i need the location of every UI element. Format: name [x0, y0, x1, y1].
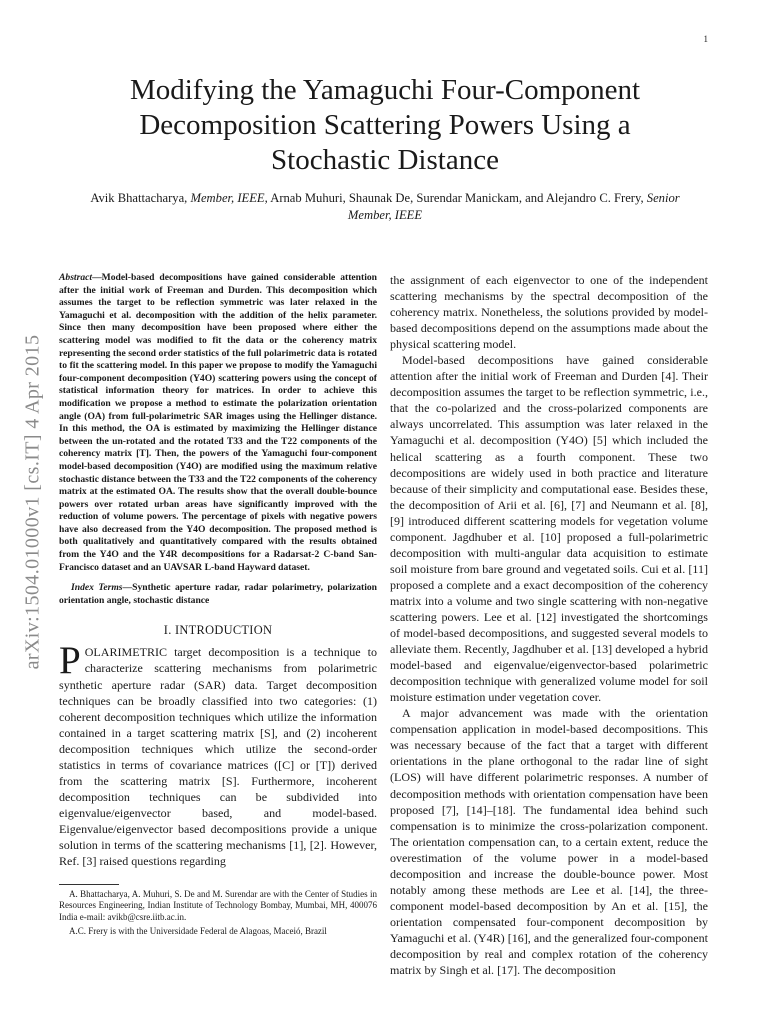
intro-first-word: OLARIMETRIC: [84, 645, 168, 660]
page-number: 1: [703, 34, 708, 44]
footnote-divider: [59, 884, 119, 885]
left-column: [59, 272, 377, 940]
author-role-1: Member, IEEE,: [190, 191, 268, 205]
abstract-text: —Model-based decompositions have gained considerable attention after the initial work of Freeman and Durden. This decomposition which assumes the target to be reflection symmetric was later relaxed in the Yamaguchi et al. decomposition with the addition of the helix parameter. Since then many decomposition have been proposed where either the scattering model was modified to fit the data or the coherency matrix representing the second order statistics of the full polarimetric data is rotated to fit the scattering model. In this paper we propose to modify the Yamaguchi four-component decomposition (Y4O) scattering powers using the concept of statistical information theory for matrices. In order to achieve this modification we propose a method to estimate the polarization orientation angle (OA) from full-polarimetric SAR images using the Hellinger distance. In this method, the OA is estimated by maximizing the Hellinger distance between the un-rotated and the rotated T33 and the T22 components of the coherency matrix [T]. Then, the powers of the Yamaguchi four-component model-based decomposition (Y4O) are modified using the maximum relative stochastic distance between the T33 and the T22 components of the coherency matrix at the estimated OA. The results show that the overall double-bounce powers over rotated urban areas have significantly improved with the reduction of volume powers. The percentage of pixels with negative powers have also decreased from the Y4O decomposition. The proposed method is both qualitatively and quantitatively compared with the results obtained from the Y4O and the Y4R decompositions for a Radarsat-2 C-band San-Francisco dataset and an UAVSAR L-band Hayward dataset.: [59, 272, 377, 573]
author-list: [80, 190, 690, 224]
intro-text: target decomposition is a technique to characterize scattering mechanisms from polarimetric synthetic aperture radar (SAR) data. Target decomposition techniques can be broadly classified into two categories: (1) coherent decomposition techniques which utilize the information contained in a target scattering matrix [S], and (2) incoherent decomposition techniques which utilize the second-order statistics in terms of covariance matrices ([C] or [T]) derived from the scattering matrix [S]. Furthermore, incoherent decomposition techniques can be subdivided into eigenvalue/eigenvector based, and model-based. Eigenvalue/eigenvector based decompositions provide a unique solution in terms of the scattering mechanisms [1], [2]. However, Ref. [3] raised questions regarding: [59, 645, 377, 869]
body-paragraph-3: A major advancement was made with the orientation compensation application in model-based decompositions. This was necessary because of the fact that a target with different orientations in the plane orthogonal to the radar line of sight (LOS) will have different polarimetric responses. A number of decomposition methods with orientation compensation have been proposed [7], [14]–[18]. The fundamental idea behind such compensation is to minimize the cross-polarization component. The orientation compensation can, to a certain extent, reduce the overestimation of the volume power in a model-based decomposition and increase the double-bounce power. Most notably among these methods are Lee et al. [14], the three-component model-based decomposition by An et al. [15], the orientation compensated four-component decomposition by Yamaguchi et al. (Y4R) [16], and the generalized four-component decomposition by real and complex rotation of the coherency matrix by Singh et al. [17]. The decomposition: [390, 706, 708, 978]
authors-part-2: Arnab Muhuri, Shaunak De, Surendar Manickam, and Alejandro C. Frery,: [267, 191, 647, 205]
arxiv-stamp: [3, 287, 63, 717]
authors-part-1: Avik Bhattacharya,: [90, 191, 191, 205]
index-terms-text: —Synthetic aperture radar, radar polarimetry, polarization orientation angle, stochastic distance: [59, 582, 377, 606]
footnotes: [59, 879, 377, 937]
arxiv-stamp-text: arXiv:1504.01000v1 [cs.IT] 4 Apr 2015: [21, 334, 44, 670]
body-paragraph-1: the assignment of each eigenvector to one of the independent scattering mechanisms by the spectral decomposition of the coherency matrix. Nonetheless, the solutions provided by model-based decompositions depend on the assumptions made about the physical scattering model.: [390, 273, 708, 352]
footnote-affiliation-2: A.C. Frery is with the Universidade Federal de Alagoas, Maceió, Brazil: [69, 925, 327, 936]
right-column: [390, 272, 708, 978]
drop-cap: P: [59, 639, 81, 683]
paper-title: Modifying the Yamaguchi Four-Component Decomposition Scattering Powers Using a Stochastic Distance: [129, 74, 641, 176]
intro-paragraph: [59, 639, 377, 869]
index-terms: [59, 582, 377, 607]
author-role-2: Senior Member, IEEE: [347, 191, 680, 222]
abstract: [59, 272, 377, 574]
footnote-affiliation-1: A. Bhattacharya, A. Muhuri, S. De and M. Surendar are with the Center of Studies in Resources Engineering, Indian Institute of Technology Bombay, Mumbai, MH, 400076 India e-mail: avikb@csre.iitb.ac.in.: [59, 889, 377, 922]
section-heading: I. INTRODUCTION: [163, 623, 273, 638]
body-paragraph-2: Model-based decompositions have gained considerable attention after the initial work of Freeman and Durden [4]. Their decomposition assumes the target to be reflection symmetric, i.e., that the co-polarized and the cross-polarized components are always uncorrelated. This assumption was later relaxed in the Yamaguchi et al. decomposition (Y4O) [5] which included the helical scattering as a fourth component. These two decompositions are widely used in both practice and literature because of their simplicity and computational ease. Besides these, the decomposition of Arii et al. [6], [7] and Neumann et al. [8], [9] introduced different scattering models for vegetation volume component. Jagdhuber et al. [10] proposed a full-polarimetric decomposition with multi-angular data acquisition to estimate soil moisture from bare ground and vegetated soils. Cui et al. [11] proposed a complete and a exact decomposition of the coherency matrix into a volume and two single scattering with non-negative scattering powers. Lee et al. [12] investigated the shortcomings of model-based decompositions, and suggested several models to alleviate them. Recently, Jagdhuber et al. [13] developed a hybrid model-based and eigenvalue/eigenvector-based polarimetric decomposition technique with generalized volume model for soil moisture estimation under vegetation cover.: [390, 353, 708, 705]
abstract-label: Abstract: [59, 272, 93, 283]
index-terms-label: Index Terms: [71, 582, 123, 594]
